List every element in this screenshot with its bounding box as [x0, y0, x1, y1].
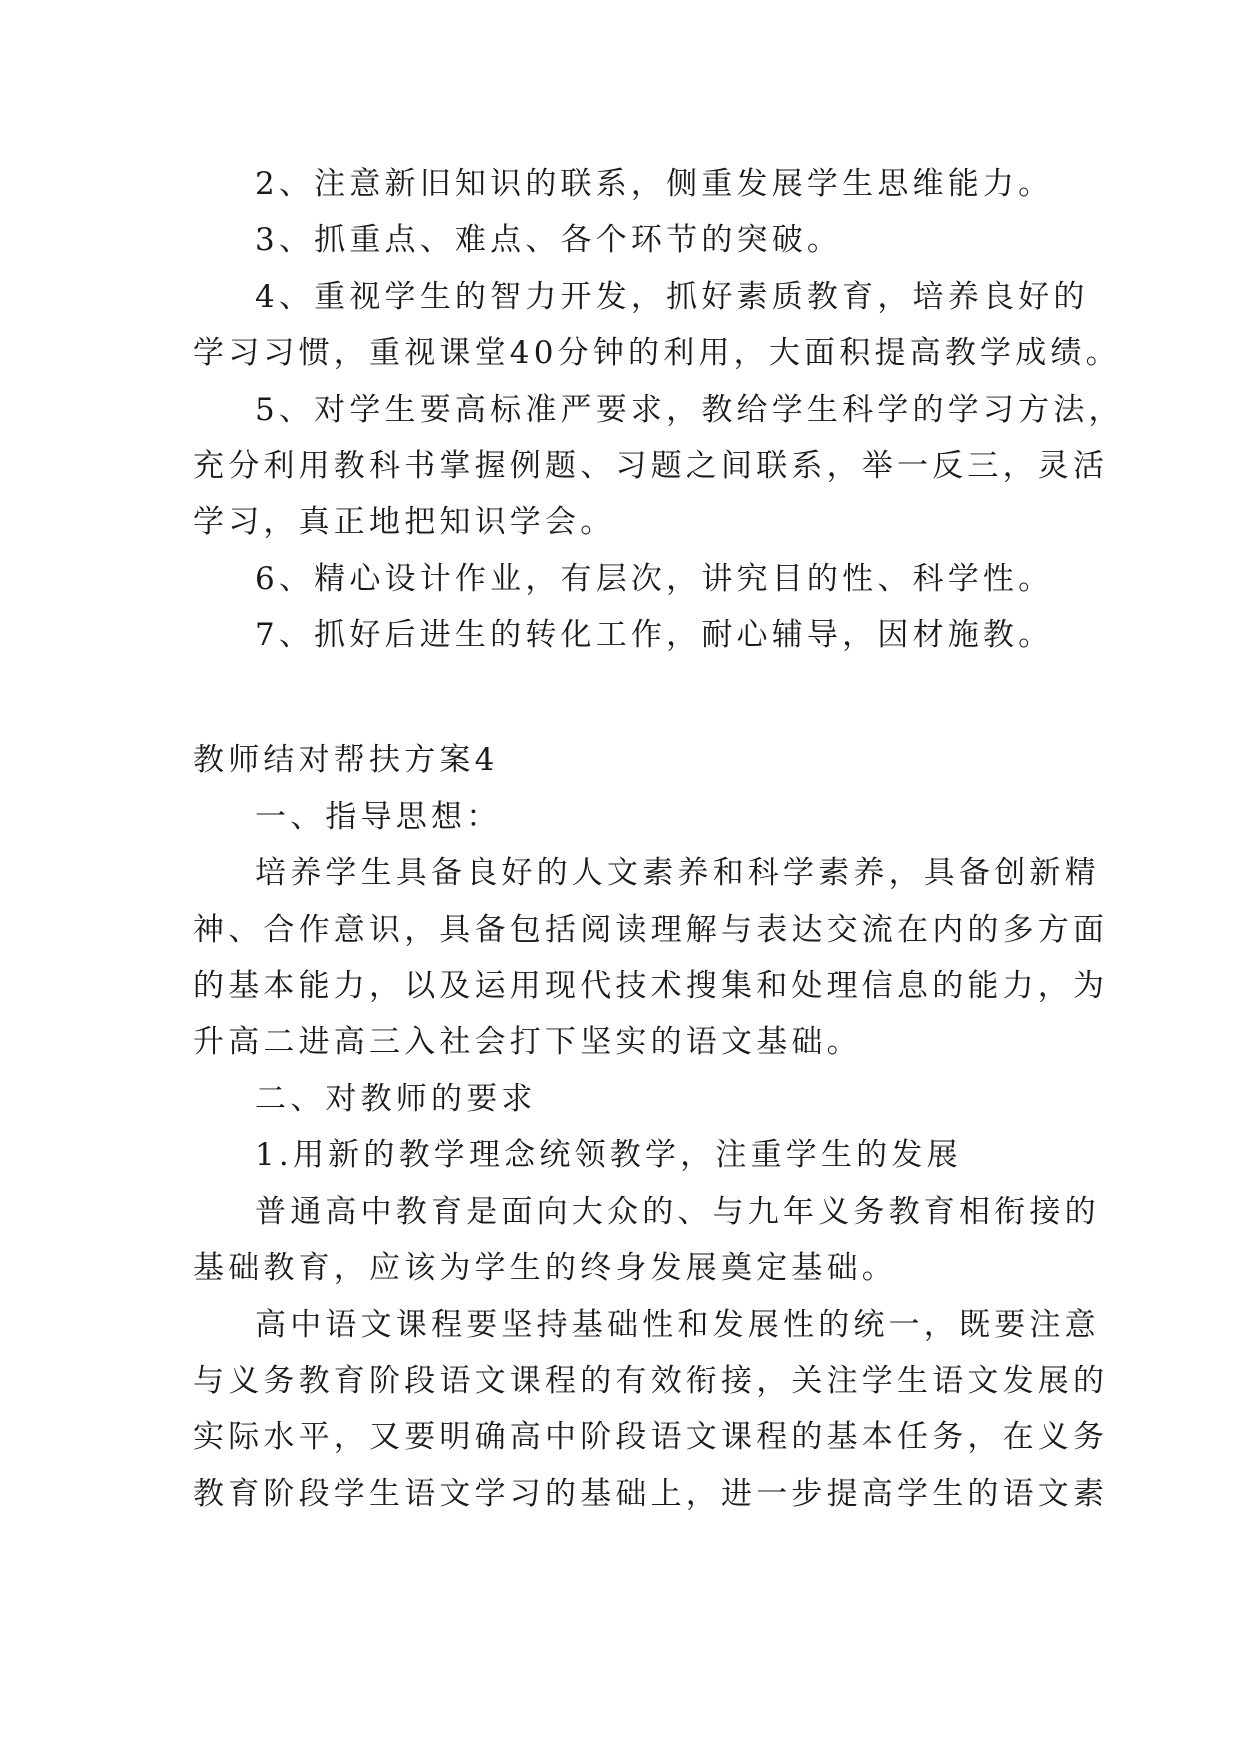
paragraph-line: 学习，真正地把知识学会。 — [193, 504, 616, 540]
paragraph-line: 7、抓好后进生的转化工作，耐心辅导，因材施教。 — [255, 617, 1054, 653]
subheading: 1.用新的教学理念统领教学，注重学生的发展 — [255, 1137, 962, 1173]
subheading: 一、指导思想： — [255, 799, 502, 835]
paragraph-line: 的基本能力，以及运用现代技术搜集和处理信息的能力，为 — [193, 968, 1109, 1004]
paragraph-line: 基础教育，应该为学生的终身发展奠定基础。 — [193, 1250, 897, 1286]
section-heading: 教师结对帮扶方案4 — [193, 742, 499, 778]
paragraph-line: 培养学生具备良好的人文素养和科学素养，具备创新精 — [255, 855, 1100, 891]
paragraph-line: 2、注意新旧知识的联系，侧重发展学生思维能力。 — [255, 166, 1054, 202]
paragraph-line: 学习习惯，重视课堂40分钟的利用，大面积提高教学成绩。 — [193, 335, 1121, 371]
subheading: 二、对教师的要求 — [255, 1081, 537, 1117]
paragraph-line: 神、合作意识，具备包括阅读理解与表达交流在内的多方面 — [193, 912, 1109, 948]
paragraph-line: 5、对学生要高标准严要求，教给学生科学的学习方法， — [255, 392, 1124, 428]
paragraph-line: 普通高中教育是面向大众的、与九年义务教育相衔接的 — [255, 1194, 1100, 1230]
paragraph-line: 实际水平，又要明确高中阶段语文课程的基本任务，在义务 — [193, 1419, 1109, 1455]
paragraph-line: 6、精心设计作业，有层次，讲究目的性、科学性。 — [255, 561, 1054, 597]
paragraph-line: 升高二进高三入社会打下坚实的语文基础。 — [193, 1024, 862, 1060]
paragraph-line: 3、抓重点、难点、各个环节的突破。 — [255, 222, 843, 258]
paragraph-line: 教育阶段学生语文学习的基础上，进一步提高学生的语文素 — [193, 1476, 1109, 1512]
paragraph-line: 4、重视学生的智力开发，抓好素质教育，培养良好的 — [255, 279, 1089, 315]
paragraph-line: 高中语文课程要坚持基础性和发展性的统一，既要注意 — [255, 1307, 1100, 1343]
paragraph-line: 与义务教育阶段语文课程的有效衔接，关注学生语文发展的 — [193, 1363, 1109, 1399]
paragraph-line: 充分利用教科书掌握例题、习题之间联系，举一反三，灵活 — [193, 448, 1109, 484]
